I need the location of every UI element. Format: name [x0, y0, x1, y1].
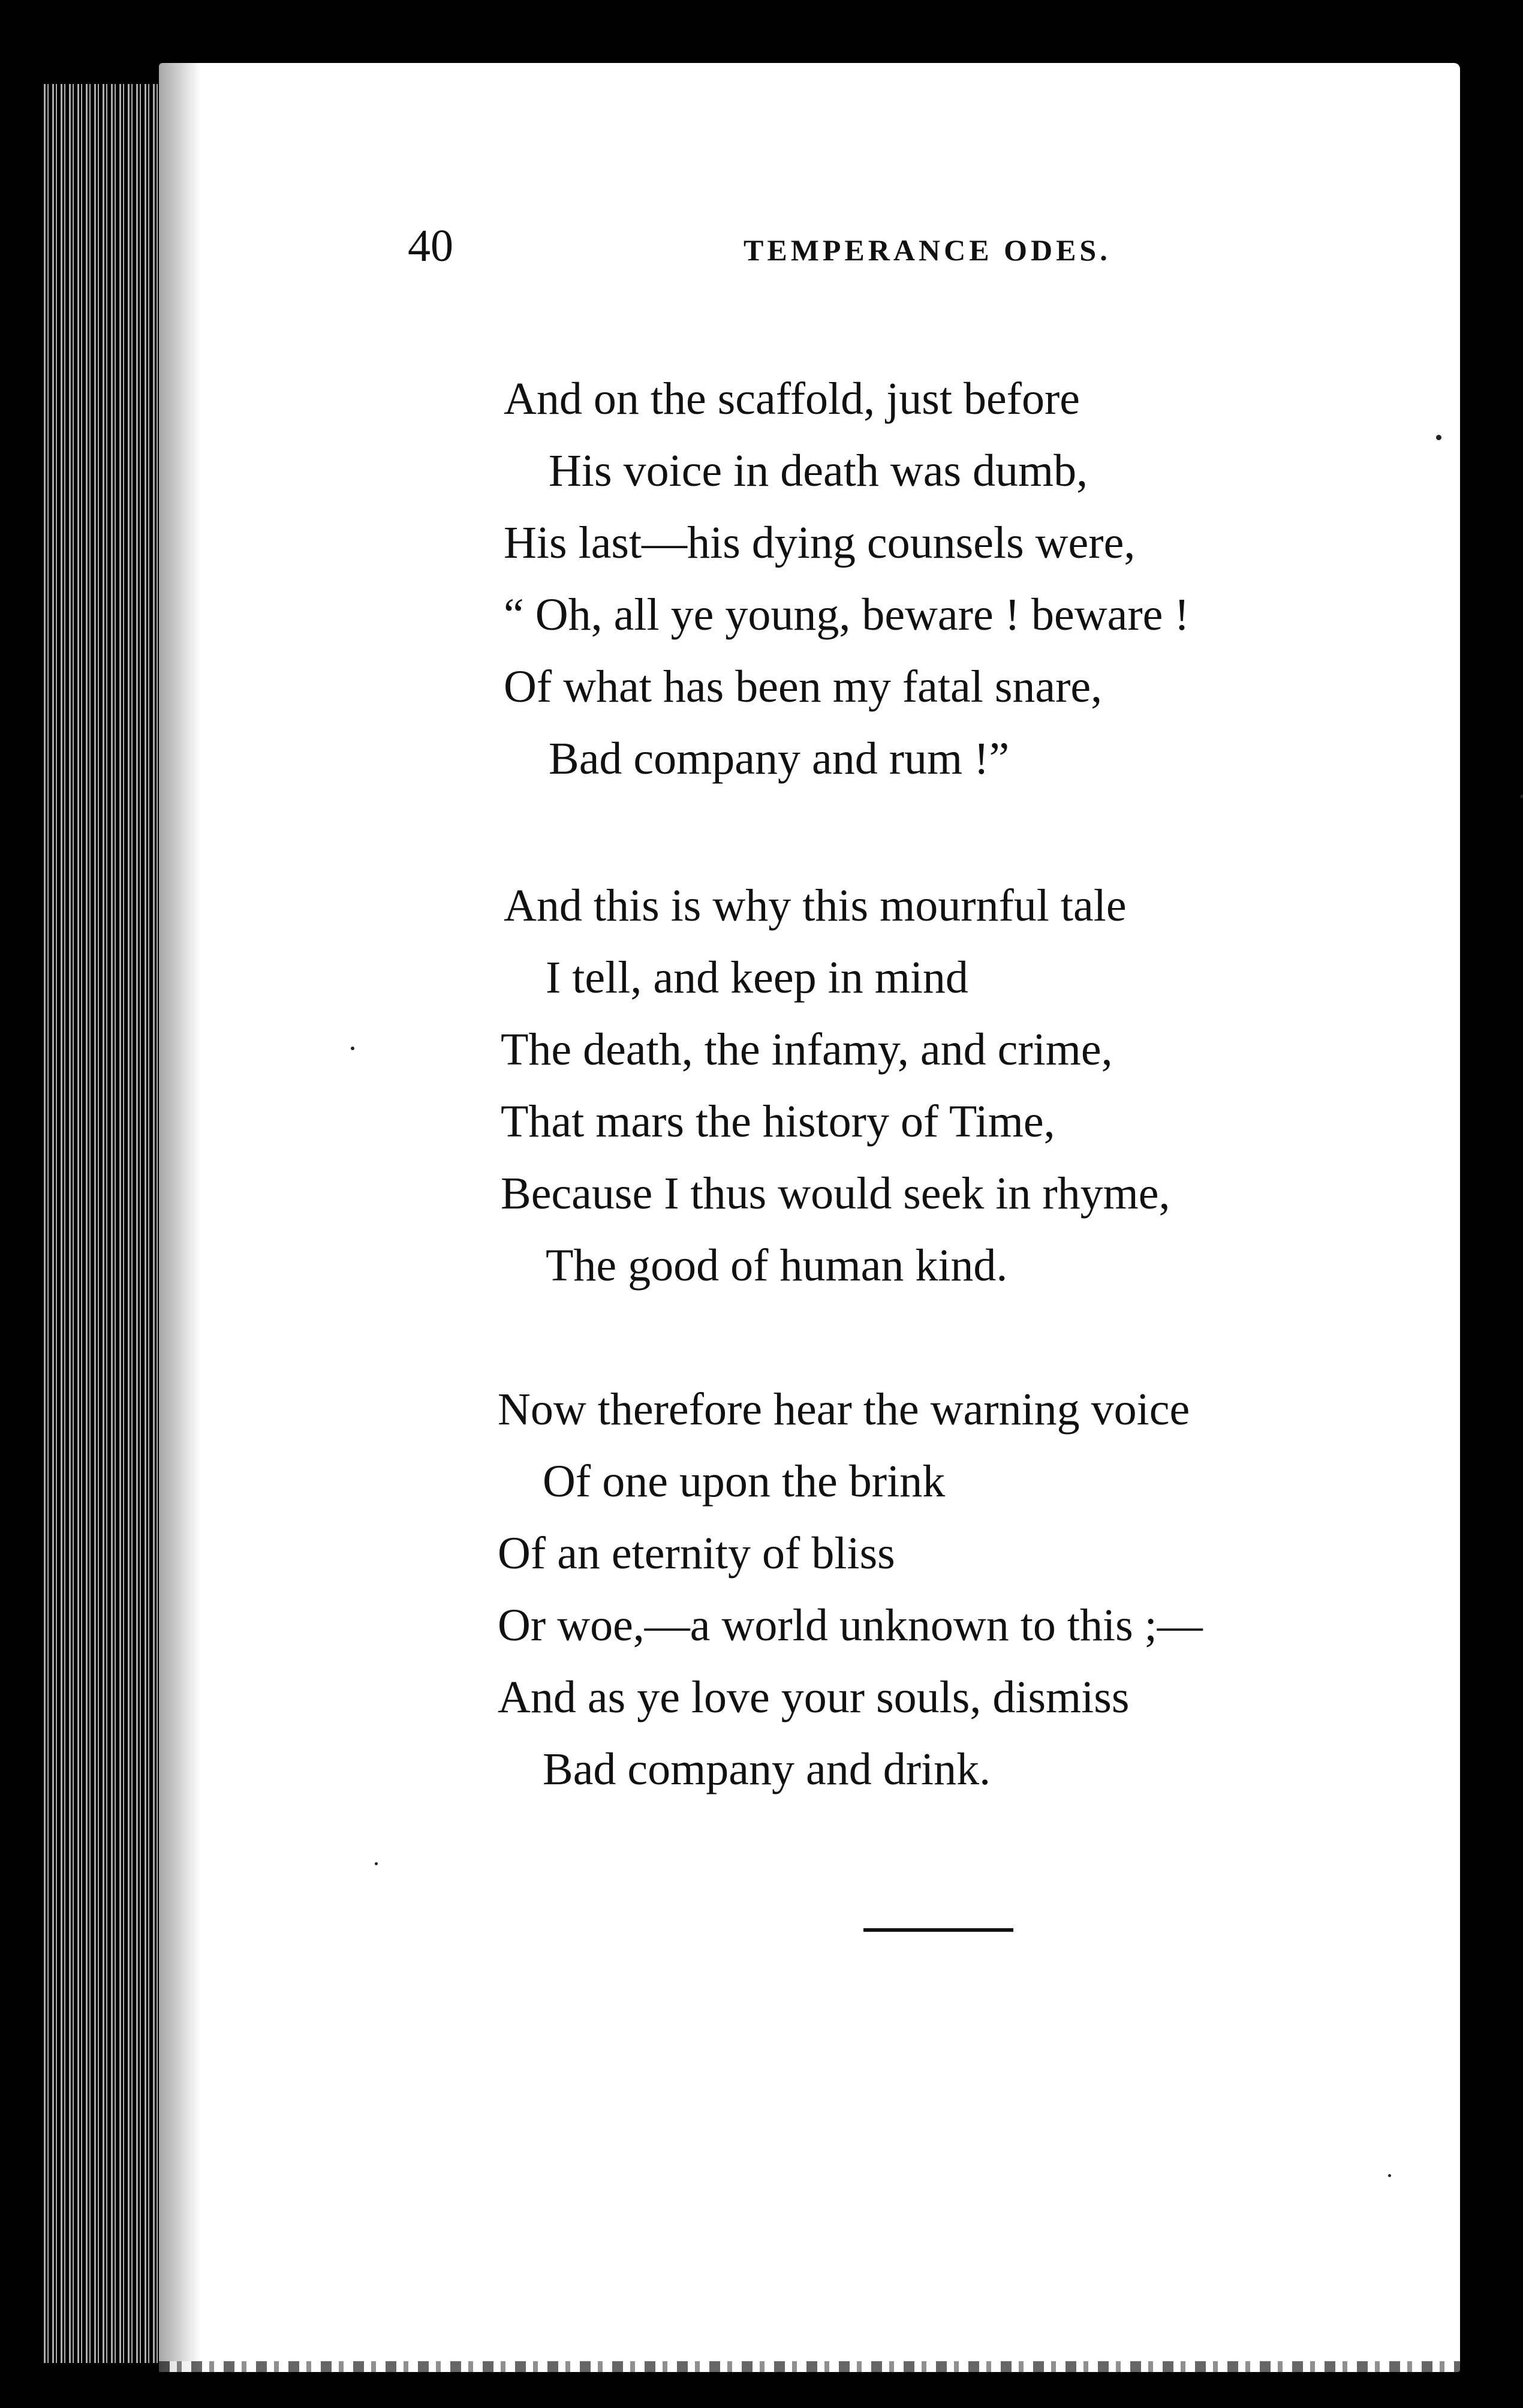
poem-line: And this is why this mournful tale — [504, 880, 1127, 931]
poem-line: Of one upon the brink — [543, 1456, 946, 1507]
poem-line: And on the scaffold, just before — [504, 374, 1080, 424]
poem-line: I tell, and keep in mind — [546, 952, 968, 1003]
scan-speck — [1520, 795, 1523, 798]
closing-rule — [863, 1928, 1013, 1932]
book-page — [159, 63, 1460, 2372]
scan-speck — [351, 1047, 354, 1050]
scan-speck — [375, 1862, 378, 1865]
poem-line: Now therefore hear the warning voice — [498, 1384, 1190, 1435]
poem-line: The death, the infamy, and crime, — [501, 1024, 1113, 1075]
scan-speck — [1436, 435, 1441, 440]
poem-line: “ Oh, all ye young, beware ! beware ! — [504, 590, 1190, 640]
scan-speck — [1388, 2174, 1391, 2177]
poem-line: Of what has been my fatal snare, — [504, 662, 1103, 712]
poem-line: And as ye love your souls, dismiss — [498, 1672, 1130, 1722]
poem-line: His last—his dying counsels were, — [504, 518, 1136, 568]
page-number: 40 — [408, 221, 453, 271]
poem-line: Bad company and drink. — [543, 1744, 991, 1794]
poem-line: Because I thus would seek in rhyme, — [501, 1168, 1170, 1219]
running-title: TEMPERANCE ODES. — [744, 233, 1111, 267]
poem-line: Bad company and rum !” — [549, 733, 1010, 784]
poem-line: Or woe,—a world unknown to this ;— — [498, 1600, 1203, 1651]
running-head — [159, 216, 1460, 276]
poem-line: The good of human kind. — [546, 1240, 1008, 1291]
poem-line: That mars the history of Time, — [501, 1096, 1055, 1147]
poem-line: Of an eternity of bliss — [498, 1528, 895, 1579]
poem-line: His voice in death was dumb, — [549, 446, 1088, 496]
